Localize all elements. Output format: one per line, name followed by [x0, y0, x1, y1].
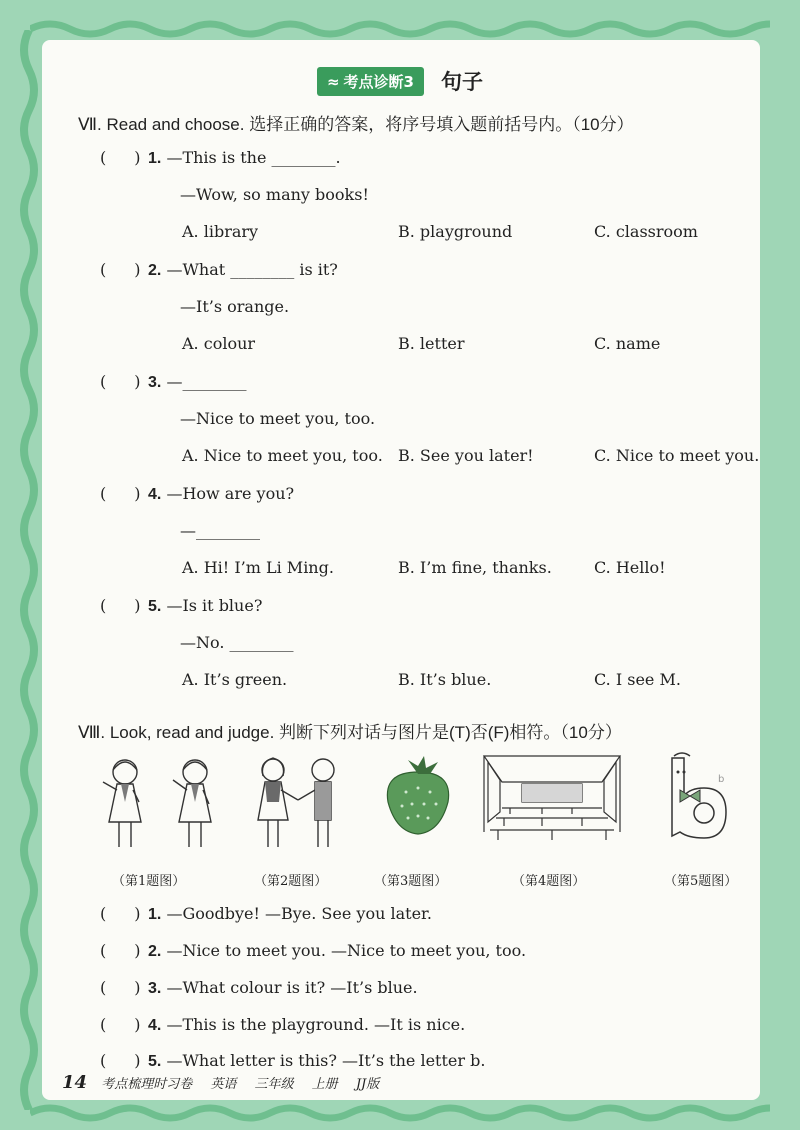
paren-close: )	[134, 1015, 141, 1034]
page-number: 14	[62, 1072, 88, 1093]
judge-blank[interactable]	[100, 904, 141, 923]
paren-open: (	[100, 904, 107, 923]
question-number: 3.	[148, 374, 162, 391]
answer-blank[interactable]	[100, 260, 141, 279]
judge-blank[interactable]	[100, 941, 141, 960]
answer-blank[interactable]	[100, 484, 141, 503]
judge-statement	[148, 941, 526, 961]
topic-badge	[317, 67, 424, 96]
answer-blank[interactable]	[100, 596, 141, 615]
footer-book: 考点梳理时习卷	[101, 1077, 193, 1092]
judge-blank[interactable]	[100, 1015, 141, 1034]
option-a[interactable]: A. library	[182, 222, 259, 241]
question-line2: —Nice to meet you, too.	[180, 409, 376, 428]
question-number: 5.	[148, 1053, 162, 1070]
picture-2-handshake	[248, 752, 348, 857]
option-b[interactable]: B. See you later!	[398, 446, 534, 465]
picture-1-waving-girls	[95, 752, 245, 857]
question-number: 3.	[148, 980, 162, 997]
option-c[interactable]: C. Hello!	[594, 558, 666, 577]
question-stem	[148, 372, 246, 392]
question-number: 5.	[148, 598, 162, 615]
footer-term: 上册	[311, 1077, 338, 1092]
question-line1: —________	[166, 372, 247, 391]
question-line2: —It’s orange.	[180, 297, 290, 316]
question-line2: —No. ________	[180, 633, 294, 652]
judge-blank[interactable]	[100, 978, 141, 997]
paren-close: )	[134, 941, 141, 960]
option-a[interactable]: A. colour	[182, 334, 256, 353]
picture-5-letter: b	[718, 774, 725, 785]
top-wave-border	[30, 16, 770, 42]
left-wave-border	[14, 30, 44, 1110]
question-line1: —How are you?	[166, 484, 295, 503]
footer-edition: JJ版	[355, 1077, 380, 1092]
option-a[interactable]: A. Nice to meet you, too.	[182, 446, 383, 465]
footer-subject: 英语	[210, 1077, 237, 1092]
paren-open: (	[100, 596, 107, 615]
paren-close: )	[134, 904, 141, 923]
paren-open: (	[100, 372, 107, 391]
judge-blank[interactable]	[100, 1051, 141, 1070]
option-c[interactable]: C. classroom	[594, 222, 698, 241]
section8-title: Ⅷ. Look, read and judge. 判断下列对话与图片是(T)否(F)相符。（10分）	[78, 723, 622, 742]
option-a[interactable]: A. It’s green.	[182, 670, 288, 689]
footer-grade: 三年级	[254, 1077, 294, 1092]
question-stem	[148, 260, 338, 280]
section7-title: Ⅶ. Read and choose. 选择正确的答案，将序号填入题前括号内。（10分）	[78, 115, 634, 134]
paren-close: )	[134, 148, 141, 167]
question-stem	[148, 148, 341, 168]
answer-blank[interactable]	[100, 372, 141, 391]
question-line2: —________	[180, 521, 260, 540]
question-line1: —What ________ is it?	[166, 260, 338, 279]
option-b[interactable]: B. playground	[398, 222, 513, 241]
paren-open: (	[100, 148, 107, 167]
judge-statement	[148, 978, 418, 998]
judge-text: —Nice to meet you. —Nice to meet you, too.	[166, 941, 527, 960]
option-b[interactable]: B. letter	[398, 334, 465, 353]
option-b[interactable]: B. I’m fine, thanks.	[398, 558, 552, 577]
paren-close: )	[134, 260, 141, 279]
paren-open: (	[100, 941, 107, 960]
judge-text: —This is the playground. —It is nice.	[166, 1015, 466, 1034]
caption-2: （第2题图）	[254, 874, 328, 889]
caption-4: （第4题图）	[512, 874, 586, 889]
paren-open: (	[100, 978, 107, 997]
judge-statement	[148, 904, 432, 924]
paren-open: (	[100, 1015, 107, 1034]
option-c[interactable]: C. name	[594, 334, 661, 353]
picture-3-strawberry	[378, 752, 458, 842]
caption-5: （第5题图）	[664, 874, 738, 889]
judge-statement	[148, 1051, 485, 1071]
question-stem	[148, 484, 294, 504]
question-line1: —Is it blue?	[166, 596, 263, 615]
page-title: 句子	[441, 70, 484, 94]
bottom-wave-border	[30, 1100, 770, 1126]
option-a[interactable]: A. Hi! I’m Li Ming.	[182, 558, 334, 577]
question-line2: —Wow, so many books!	[180, 185, 369, 204]
question-stem	[148, 596, 262, 616]
picture-5-letter-b	[660, 752, 740, 847]
option-c[interactable]: C. I see M.	[594, 670, 681, 689]
section-header	[0, 66, 800, 96]
answer-blank[interactable]	[100, 148, 141, 167]
paren-open: (	[100, 260, 107, 279]
judge-statement	[148, 1015, 465, 1035]
question-number: 1.	[148, 150, 162, 167]
caption-1: （第1题图）	[112, 874, 186, 889]
judge-text: —What letter is this? —It’s the letter b.	[166, 1051, 486, 1070]
question-line1: —This is the ________.	[166, 148, 341, 167]
paren-close: )	[134, 978, 141, 997]
question-number: 2.	[148, 943, 162, 960]
paren-open: (	[100, 1051, 107, 1070]
paren-open: (	[100, 484, 107, 503]
judge-text: —What colour is it? —It’s blue.	[166, 978, 418, 997]
paren-close: )	[134, 1051, 141, 1070]
question-number: 1.	[148, 906, 162, 923]
wave-icon: ≈	[326, 72, 340, 91]
judge-text: —Goodbye! —Bye. See you later.	[166, 904, 433, 923]
option-c[interactable]: C. Nice to meet you.	[594, 446, 760, 465]
paren-close: )	[134, 596, 141, 615]
question-number: 4.	[148, 1017, 162, 1034]
question-number: 2.	[148, 262, 162, 279]
question-number: 4.	[148, 486, 162, 503]
picture-4-classroom	[482, 752, 622, 847]
paren-close: )	[134, 372, 141, 391]
footer	[62, 1072, 393, 1093]
caption-3: （第3题图）	[374, 874, 448, 889]
badge-label: 考点诊断3	[343, 72, 414, 91]
option-b[interactable]: B. It’s blue.	[398, 670, 492, 689]
paren-close: )	[134, 484, 141, 503]
